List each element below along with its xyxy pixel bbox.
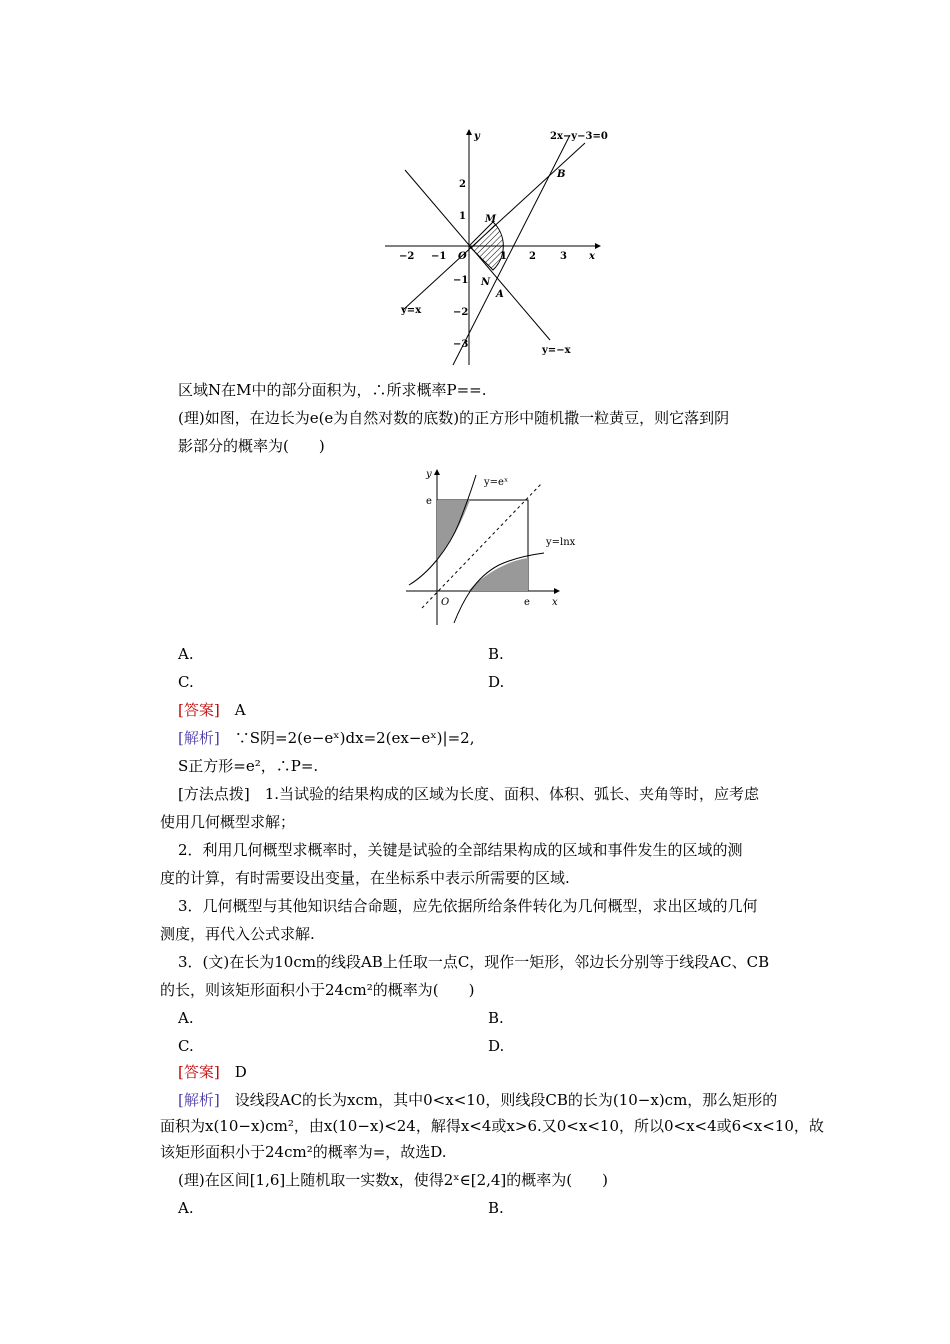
explanation-3-line-1 bbox=[178, 1090, 777, 1110]
line-yx-label: y=x bbox=[401, 305, 422, 316]
q3-option-b: B. bbox=[488, 1009, 504, 1027]
label-B: B bbox=[557, 169, 566, 180]
q3-option-a: A. bbox=[178, 1009, 194, 1027]
method-2-line-2: 度的计算，有时需要设出变量，在坐标系中表示所需要的区域. bbox=[160, 869, 570, 887]
question-3-line-2: 的长，则该矩形面积小于24cm²的概率为( ) bbox=[160, 981, 475, 999]
figure-region-graph bbox=[385, 125, 625, 370]
question-2-line-2: 影部分的概率为( ) bbox=[178, 437, 325, 455]
axis-y-label: y bbox=[474, 131, 480, 142]
y-tick: −2 bbox=[453, 307, 469, 318]
explanation-tag: [解析] bbox=[178, 729, 220, 747]
answer-tag: [答案] bbox=[178, 701, 220, 719]
explanation-text: 设线段AC的长为xcm，其中0<x<10，则线段CB的长为(10−x)cm，那么矩形的 bbox=[234, 1091, 778, 1109]
paragraph-area-result: 区域N在M中的部分面积为，∴所求概率P==. bbox=[178, 381, 487, 399]
answer-value: A bbox=[234, 701, 246, 719]
q2-option-b: B. bbox=[488, 645, 504, 663]
method-3-line-1: 3．几何概型与其他知识结合命题，应先依据所给条件转化为几何概型，求出区域的几何 bbox=[178, 897, 758, 915]
explanation-text: ∵S阴=2(e−eˣ)dx=2(ex−eˣ)|=2, bbox=[234, 729, 475, 747]
label-N: N bbox=[481, 277, 491, 288]
explanation-1-line-2: S正方形=e²，∴P=. bbox=[178, 757, 319, 775]
method-2-line-1: 2．利用几何概型求概率时，关键是试验的全部结果构成的区域和事件发生的区域的测 bbox=[178, 841, 743, 859]
q2-option-d: D. bbox=[488, 673, 505, 691]
x-tick: −1 bbox=[431, 251, 447, 262]
question-2-line-1: (理)如图，在边长为e(e为自然对数的底数)的正方形中随机撒一粒黄豆，则它落到阴 bbox=[178, 409, 730, 427]
hatched-sector bbox=[469, 222, 503, 270]
curve-exp-label: y=eˣ bbox=[484, 477, 509, 488]
question-4: (理)在区间[1,6]上随机取一实数x，使得2ˣ∈[2,4]的概率为( ) bbox=[178, 1171, 608, 1189]
answer-3 bbox=[178, 1062, 247, 1082]
eq-top-label: 2x−y−3=0 bbox=[550, 131, 608, 142]
x-tick: 3 bbox=[560, 251, 567, 262]
label-O: O bbox=[458, 251, 467, 262]
explanation-3-line-2: 面积为x(10−x)cm²，由x(10−x)<24，解得x<4或x>6.又0<x<10，所以0<x<4或6<x<10，故 bbox=[160, 1117, 824, 1135]
question-3-line-1: 3．(文)在长为10cm的线段AB上任取一点C，现作一矩形，邻边长分别等于线段AC、CB bbox=[178, 953, 770, 971]
shaded-region-ln bbox=[468, 558, 528, 591]
axis-x-label: x bbox=[552, 597, 558, 608]
label-A: A bbox=[496, 289, 504, 300]
curve-ln-label: y=lnx bbox=[546, 537, 576, 548]
y-tick: −1 bbox=[453, 275, 469, 286]
line-2x-y-3 bbox=[453, 135, 570, 365]
explanation-1 bbox=[178, 728, 474, 748]
label-e-x: e bbox=[524, 597, 530, 608]
x-tick: 2 bbox=[529, 251, 536, 262]
q4-option-a: A. bbox=[178, 1199, 194, 1217]
label-M: M bbox=[485, 214, 497, 225]
figure-exp-ln bbox=[404, 463, 576, 628]
answer-tag: [答案] bbox=[178, 1063, 220, 1081]
method-3-line-2: 测度，再代入公式求解. bbox=[160, 925, 315, 943]
q3-option-d: D. bbox=[488, 1037, 505, 1055]
explanation-tag: [解析] bbox=[178, 1091, 220, 1109]
label-O: O bbox=[441, 597, 450, 608]
y-tick: 2 bbox=[459, 179, 466, 190]
label-e-y: e bbox=[426, 496, 432, 507]
q2-option-a: A. bbox=[178, 645, 194, 663]
method-tip-line-2: 使用几何概型求解； bbox=[160, 813, 296, 831]
explanation-3-line-3: 该矩形面积小于24cm²的概率为=，故选D. bbox=[160, 1143, 447, 1161]
x-tick: −2 bbox=[399, 251, 415, 262]
answer-1 bbox=[178, 700, 246, 720]
method-tip-line-1: [方法点拨] 1.当试验的结果构成的区域为长度、面积、体积、弧长、夹角等时，应考虑 bbox=[178, 785, 760, 803]
q4-option-b: B. bbox=[488, 1199, 504, 1217]
q2-option-c: C. bbox=[178, 673, 194, 691]
answer-value: D bbox=[234, 1063, 247, 1081]
axis-y-label: y bbox=[426, 469, 432, 480]
q3-option-c: C. bbox=[178, 1037, 194, 1055]
x-tick: 1 bbox=[500, 251, 507, 262]
shaded-region-exp bbox=[437, 500, 470, 560]
y-tick: −3 bbox=[453, 339, 469, 350]
y-tick: 1 bbox=[459, 211, 466, 222]
axis-x-label: x bbox=[589, 251, 595, 262]
line-ynx-label: y=−x bbox=[542, 345, 571, 356]
